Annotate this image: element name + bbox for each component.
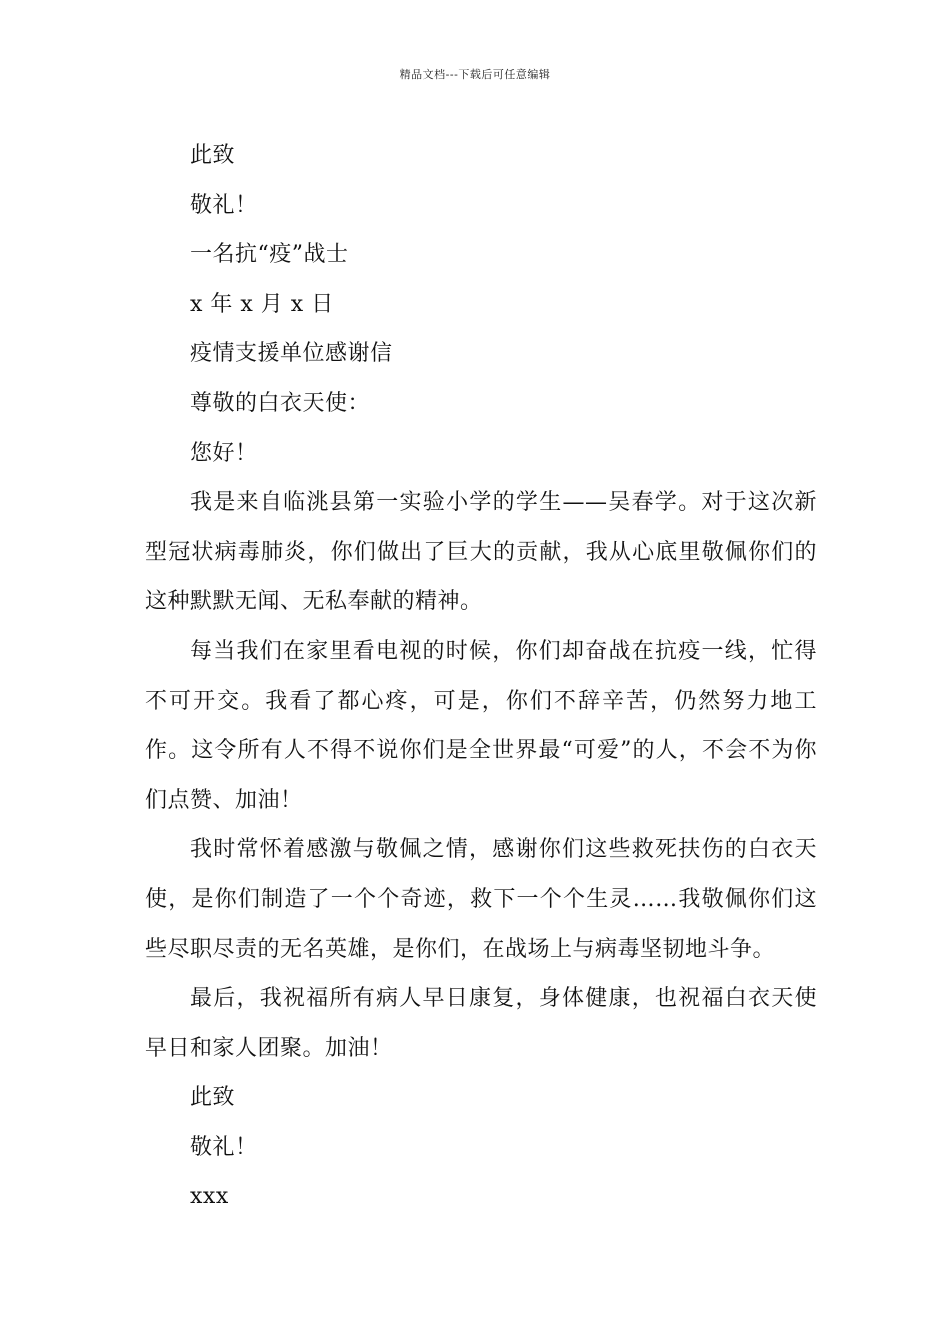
body-paragraph: 我时常怀着感激与敬佩之情，感谢你们这些救死扶伤的白衣天使，是你们制造了一个个奇迹，救下一个个生灵……我敬佩你们这些尽职尽责的无名英雄，是你们，在战场上与病毒坚韧地斗争。: [145, 837, 817, 962]
salutation: 尊敬的白衣天使：: [190, 390, 371, 416]
body-paragraph: 每当我们在家里看电视的时候，你们却奋战在抗疫一线，忙得不可开交。我看了都心疼，可是，你们不辞辛苦，仍然努力地工作。这令所有人不得不说你们是全世界最“可爱”的人，不会不为你们点赞、加油！: [145, 638, 817, 813]
signature: 一名抗“疫”战士: [190, 242, 349, 268]
body-paragraph: 我是来自临洮县第一实验小学的学生——吴春学。对于这次新型冠状病毒肺炎，你们做出了巨大的贡献，我从心底里敬佩你们的这种默默无闻、无私奉献的精神。: [145, 490, 817, 615]
signature: xxx: [190, 1184, 229, 1210]
letter-title: 疫情支援单位感谢信: [190, 341, 393, 367]
closing-line-1: 此致: [190, 1085, 236, 1111]
document-body: [145, 131, 817, 1222]
closing-line-2: 敬礼！: [190, 1134, 258, 1160]
closing-line-2: 敬礼！: [190, 192, 258, 218]
body-paragraph: 最后，我祝福所有病人早日康复，身体健康，也祝福白衣天使早日和家人团聚。加油！: [145, 986, 817, 1061]
closing-line-1: 此致: [190, 143, 236, 168]
greeting: 您好！: [190, 440, 258, 466]
page-header: 精品文档---下载后可任意编辑: [399, 68, 551, 81]
date-line: x 年 x 月 x 日: [190, 291, 334, 317]
